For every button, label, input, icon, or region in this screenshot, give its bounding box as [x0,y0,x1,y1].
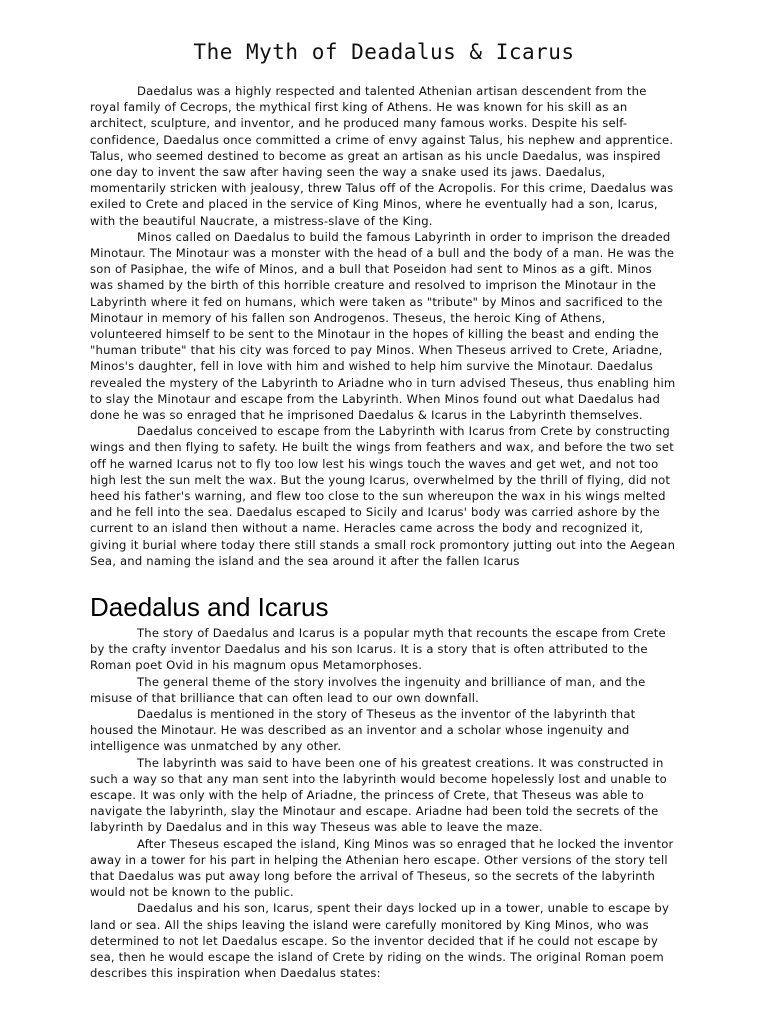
paragraph: The labyrinth was said to have been one of his greatest creations. It was constructed in such a way so that any man sent into the labyrinth would become hopelessly lost and unable to escape. It was only with the help of Ariadne, the princess of Crete, that Theseus was able to navigate the labyrinth, slay the Minotaur and escape. Ariadne had been told the secrets of the labyrinth by Daedalus and in this way Theseus was able to leave the maze. [90,755,667,835]
myth-section [90,83,678,569]
paragraph: The general theme of the story involves the ingenuity and brilliance of man, and the misuse of that brilliance that can often lead to our own downfall. [90,674,646,705]
section-heading: Daedalus and Icarus [90,592,329,622]
paragraph: Daedalus is mentioned in the story of Theseus as the inventor of the labyrinth that housed the Minotaur. He was described as an inventor and a scholar whose ingenuity and intelligence was unmatched by any other. [90,707,636,754]
paragraph: After Theseus escaped the island, King Minos was so enraged that he locked the inventor away in a tower for his part in helping the Athenian hero escape. Other versions of the story tell that Daedalus was put away long before the arrival of Theseus, so the secrets of the labyrinth would not be known to the public. [90,836,674,900]
page-title: The Myth of Deadalus & Icarus [193,40,575,64]
paragraph: Daedalus and his son, Icarus, spent their days locked up in a tower, unable to escape by land or sea. All the ships leaving the island were carefully monitored by King Minos, who was determined to not let Daedalus escape. So the inventor decided that if he could not escape by sea, then he would escape the island of Crete by riding on the winds. The original Roman poem describes this inspiration when Daedalus states: [90,901,670,981]
paragraph: Daedalus conceived to escape from the Labyrinth with Icarus from Crete by constructing wings and then flying to safety. He built the wings from feathers and wax, and before the two set off he warned Icarus not to fly too low lest his wings touch the waves and get wet, and not too high lest the sun melt the wax. But the young Icarus, overwhelmed by the thrill of flying, did not heed his father's warning, and flew too close to the sun whereupon the wax in his wings melted and he fell into the sea. Daedalus escaped to Sicily and Icarus' body was carried ashore by the current to an island then without a name. Heracles came across the body and recognized it, giving it burial where today there still stands a small rock promontory jutting out into the Aegean Sea, and naming the island and the sea around it after the fallen Icarus [90,424,676,568]
story-section [90,625,678,981]
paragraph: Daedalus was a highly respected and talented Athenian artisan descendent from the royal family of Cecrops, the mythical first king of Athens. He was known for his skill as an architect, sculpture, and inventor, and he produced many famous works. Despite his self-confidence, Daedalus once committed a crime of envy against Talus, his nephew and apprentice. Talus, who seemed destined to become as great an artisan as his uncle Daedalus, was inspired one day to invent the saw after having seen the way a snake used its jaws. Daedalus, momentarily stricken with jealousy, threw Talus off of the Acropolis. For this crime, Daedalus was exiled to Crete and placed in the service of King Minos, where he eventually had a son, Icarus, with the beautiful Naucrate, a mistress-slave of the King. [90,84,674,228]
paragraph: The story of Daedalus and Icarus is a popular myth that recounts the escape from Crete by the crafty inventor Daedalus and his son Icarus. It is a story that is often attributed to the Roman poet Ovid in his magnum opus Metamorphoses. [90,626,666,673]
paragraph: Minos called on Daedalus to build the famous Labyrinth in order to imprison the dreaded Minotaur. The Minotaur was a monster with the head of a bull and the body of a man. He was the son of Pasiphae, the wife of Minos, and a bull that Poseidon had sent to Minos as a gift. Minos was shamed by the birth of this horrible creature and resolved to imprison the Minotaur in the Labyrinth where it fed on humans, which were taken as "tribute" by Minos and sacrificed to the Minotaur in memory of his fallen son Androgenos. Theseus, the heroic King of Athens, volunteered himself to be sent to the Minotaur in the hopes of killing the beast and ending the "human tribute" that his city was forced to pay Minos. When Theseus arrived to Crete, Ariadne, Minos's daughter, fell in love with him and wished to help him survive the Minotaur. Daedalus revealed the mystery of the Labyrinth to Ariadne who in turn advised Theseus, thus enabling him to slay the Minotaur and escape from the Labyrinth. When Minos found out what Daedalus had done he was so enraged that he imprisoned Daedalus & Icarus in the Labyrinth themselves. [90,229,676,423]
